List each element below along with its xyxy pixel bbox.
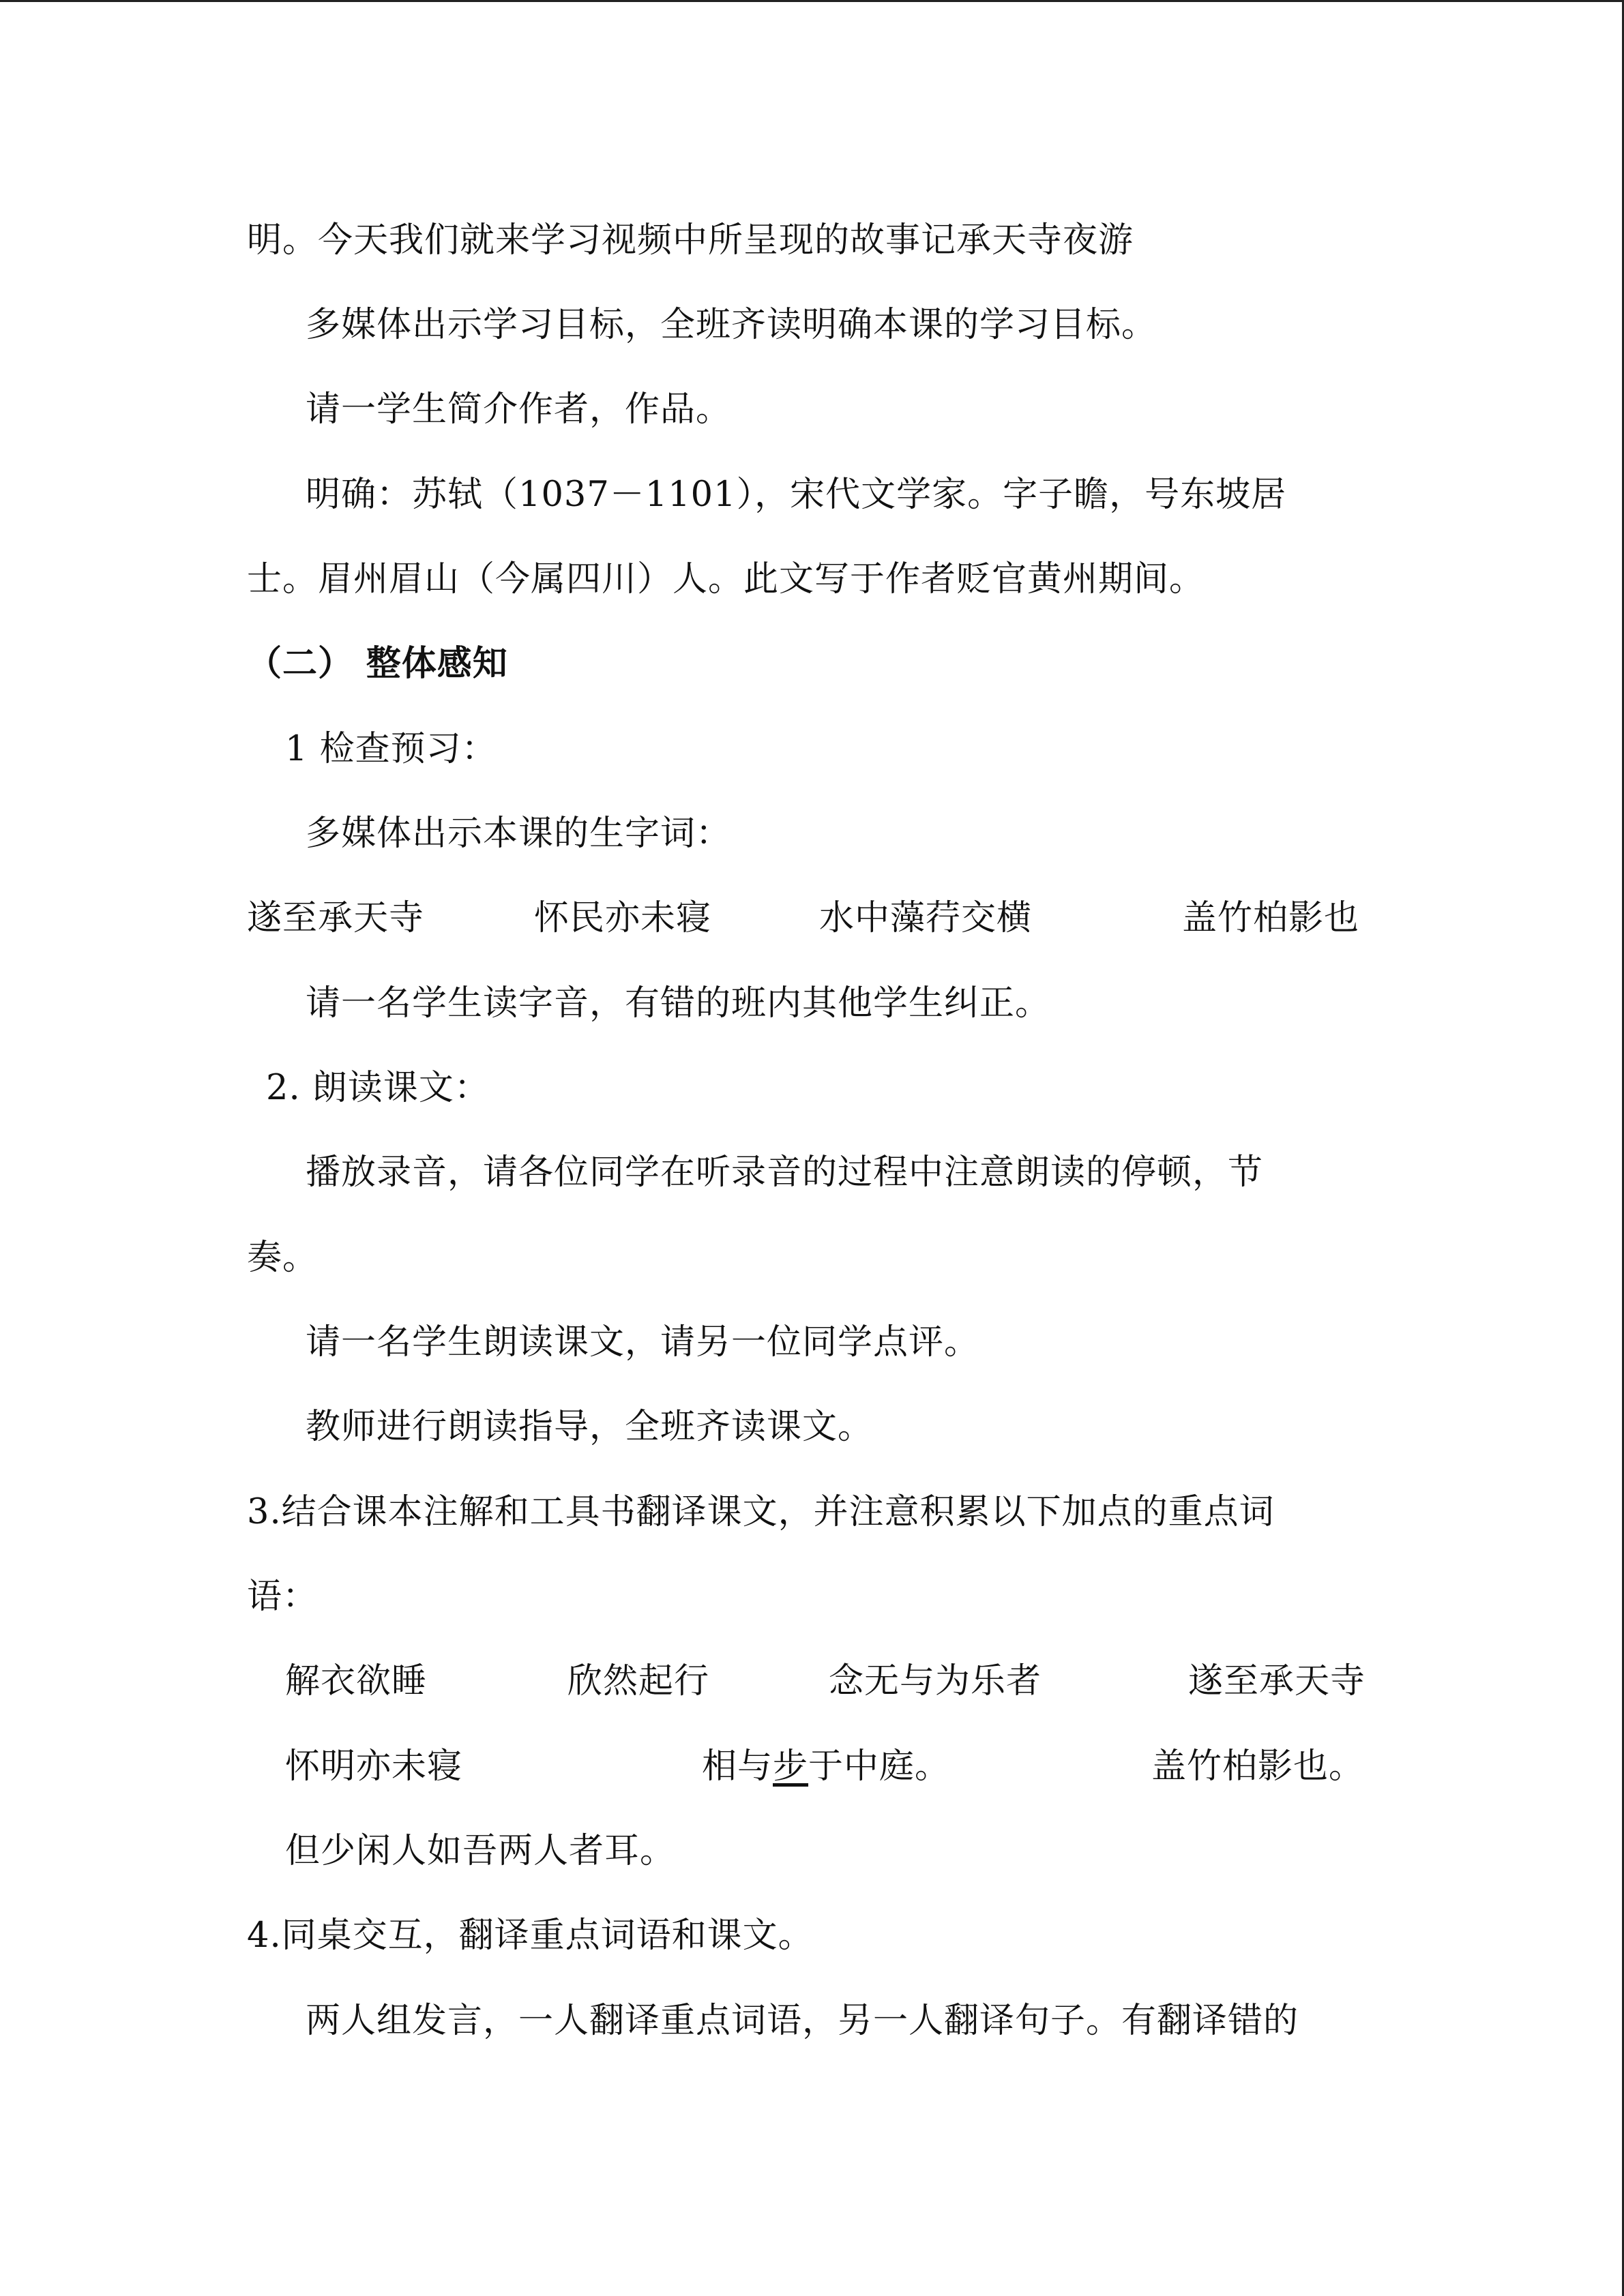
page-border-top [0, 0, 1624, 2]
vocab-item: 怀民亦未寝 [534, 898, 712, 938]
vocab-item: 水中藻荇交横 [819, 898, 1033, 938]
step-title: 3.结合课本注解和工具书翻译课文，并注意积累以下加点的重点词 [247, 1492, 1275, 1532]
paragraph-line: 语： [247, 1577, 319, 1617]
key-word: 怀明亦未寝 [285, 1746, 463, 1787]
key-word: 但少闲人如吾两人者耳。 [285, 1831, 676, 1871]
step-title: 1 检查预习： [285, 729, 497, 769]
key-word: 盖竹柏影也。 [1151, 1746, 1365, 1787]
key-word-part: 于中庭。 [808, 1746, 951, 1787]
paragraph-line: 播放录音，请各位同学在听录音的过程中注意朗读的停顿，节 [306, 1152, 1264, 1193]
paragraph-line: 多媒体出示学习目标，全班齐读明确本课的学习目标。 [306, 305, 1157, 345]
paragraph-line: 士。眉州眉山（今属四川）人。此文写于作者贬官黄州期间。 [247, 559, 1205, 599]
paragraph-line: 明确：苏轼（1037－1101），宋代文学家。字子瞻，号东坡居 [306, 475, 1287, 515]
key-word-part: 相与 [702, 1746, 773, 1787]
paragraph-line: 奏。 [247, 1238, 319, 1278]
paragraph-line: 多媒体出示本课的生字词： [306, 814, 732, 854]
paragraph-line: 明。今天我们就来学习视频中所呈现的故事记承天寺夜游 [247, 220, 1134, 260]
paragraph-line: 请一学生简介作者，作品。 [306, 389, 732, 430]
paragraph-line: 教师进行朗读指导，全班齐读课文。 [306, 1407, 874, 1447]
key-word: 念无与为乐者 [829, 1661, 1042, 1701]
key-word: 遂至承天寺 [1188, 1661, 1366, 1701]
key-word: 解衣欲睡 [285, 1661, 428, 1701]
step-title: 4.同桌交互，翻译重点词语和课文。 [247, 1915, 814, 1956]
key-word: 欣然起行 [567, 1661, 710, 1701]
vocab-item: 盖竹柏影也 [1182, 898, 1360, 938]
vocab-item: 遂至承天寺 [247, 898, 425, 938]
key-word [702, 1746, 950, 1787]
section-heading: （二） 整体感知 [247, 644, 508, 684]
paragraph-line: 请一名学生读字音，有错的班内其他学生纠正。 [306, 983, 1051, 1024]
paragraph-line: 请一名学生朗读课文，请另一位同学点评。 [306, 1322, 980, 1362]
step-title: 2. 朗读课文： [266, 1068, 490, 1108]
paragraph-line: 两人组发言，一人翻译重点词语，另一人翻译句子。有翻译错的 [306, 2001, 1299, 2041]
underlined-character: 步 [773, 1746, 809, 1787]
